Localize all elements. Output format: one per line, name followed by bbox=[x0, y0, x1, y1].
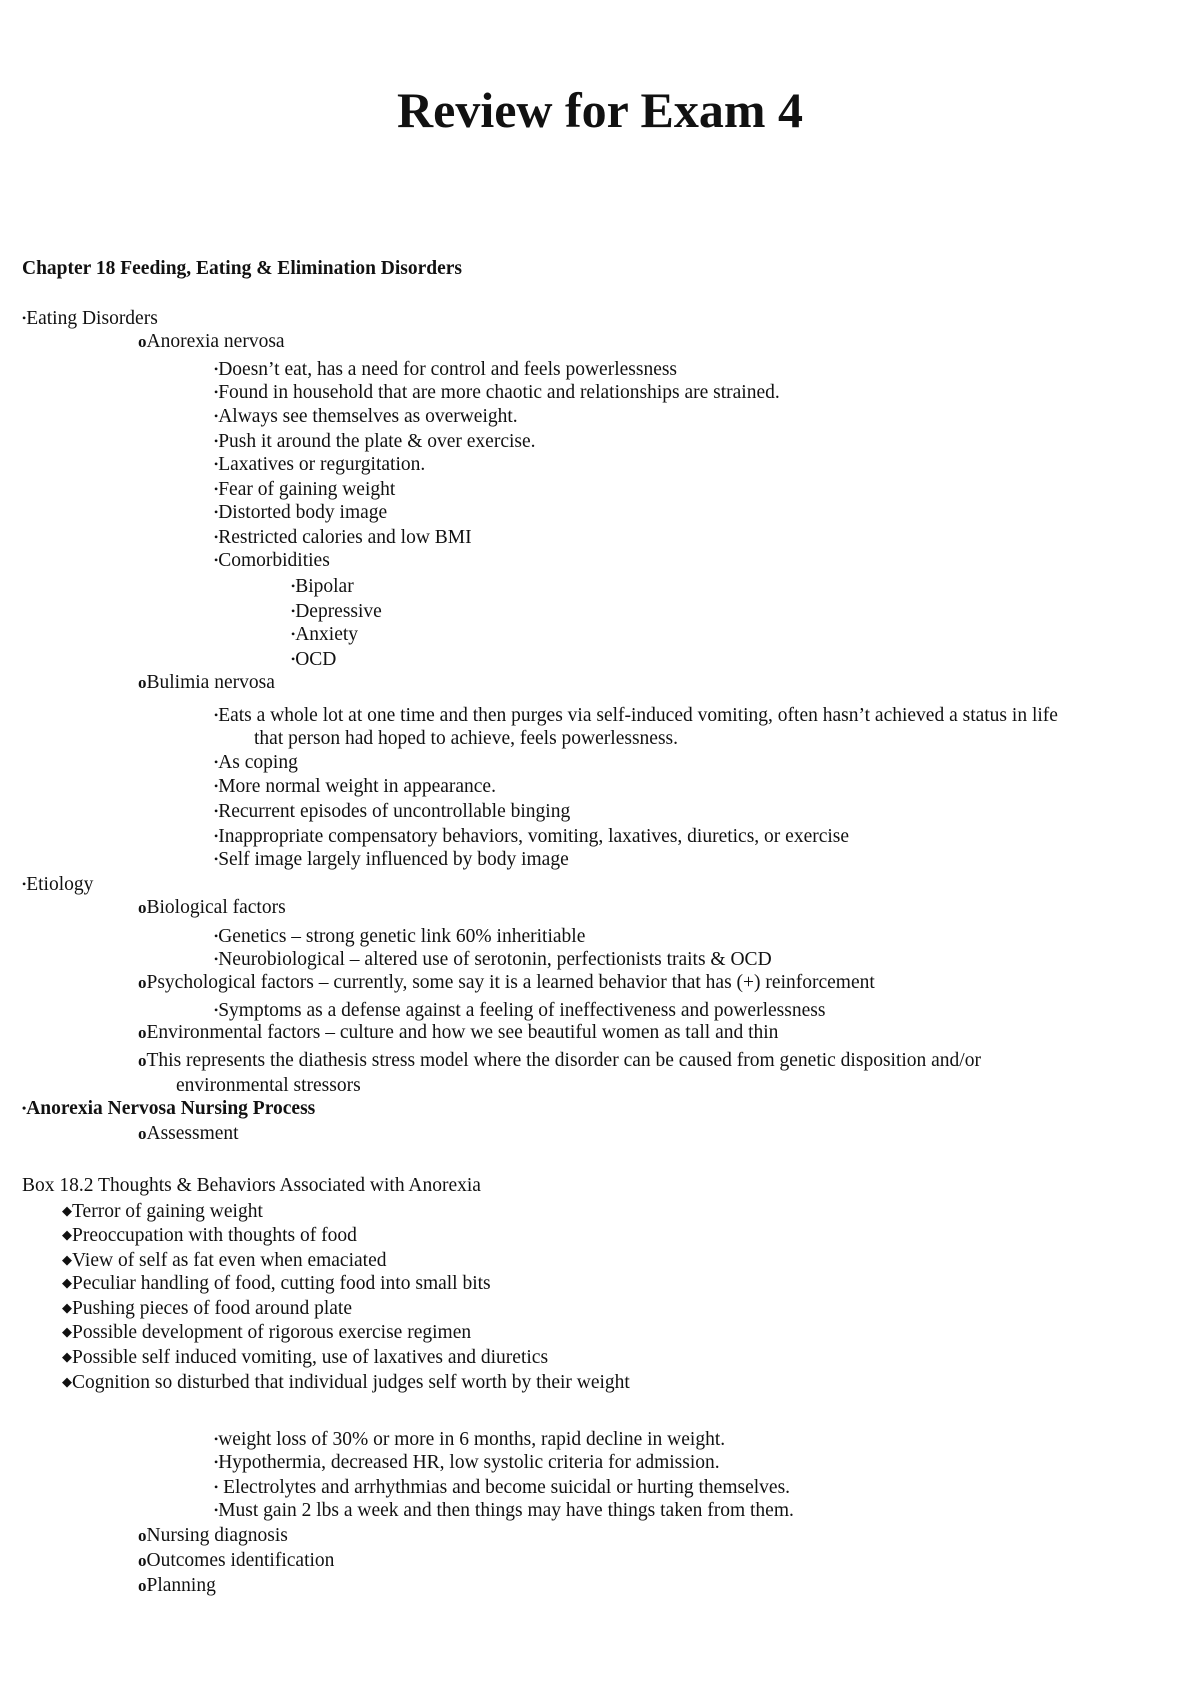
circle-bullet: o bbox=[138, 332, 147, 351]
list-item: •Inappropriate compensatory behaviors, vomiting, laxatives, diuretics, or exercise bbox=[214, 826, 850, 847]
list-item: ◆Possible self induced vomiting, use of laxatives and diuretics bbox=[62, 1347, 549, 1368]
list-item: •Hypothermia, decreased HR, low systolic criteria for admission. bbox=[214, 1452, 720, 1473]
list-item-nursing-diagnosis: oNursing diagnosis bbox=[138, 1525, 288, 1546]
list-item: •Recurrent episodes of uncontrollable binging bbox=[214, 801, 571, 822]
list-item: •Eats a whole lot at one time and then purges via self-induced vomiting, often hasn’t achieved a status in life bbox=[214, 705, 1058, 726]
list-item-eating-disorders: •Eating Disorders bbox=[22, 308, 158, 329]
diamond-bullet: ◆ bbox=[62, 1203, 72, 1218]
page-title: Review for Exam 4 bbox=[397, 82, 803, 138]
list-item: •Must gain 2 lbs a week and then things may have things taken from them. bbox=[214, 1500, 794, 1521]
list-item: •Fear of gaining weight bbox=[214, 479, 396, 500]
list-item: ◆Possible development of rigorous exercise regimen bbox=[62, 1322, 472, 1343]
list-item-bulimia: oBulimia nervosa bbox=[138, 672, 275, 693]
list-item: •Found in household that are more chaotic and relationships are strained. bbox=[214, 382, 780, 403]
list-item: ◆View of self as fat even when emaciated bbox=[62, 1250, 387, 1271]
list-item: •As coping bbox=[214, 752, 298, 773]
list-item-diathesis: oThis represents the diathesis stress model where the disorder can be caused from genetic disposition and/or bbox=[138, 1050, 981, 1071]
list-item-continuation: environmental stressors bbox=[176, 1075, 361, 1096]
list-item-anorexia: oAnorexia nervosa bbox=[138, 331, 285, 352]
list-item: ◆Cognition so disturbed that individual judges self worth by their weight bbox=[62, 1372, 630, 1393]
list-item-assessment: oAssessment bbox=[138, 1123, 239, 1144]
list-item: •Genetics – strong genetic link 60% inheritiable bbox=[214, 926, 586, 947]
list-item-psychological: oPsychological factors – currently, some say it is a learned behavior that has (+) reinforcement bbox=[138, 972, 875, 993]
list-item: •OCD bbox=[291, 649, 337, 670]
list-item: •Doesn’t eat, has a need for control and feels powerlessness bbox=[214, 359, 678, 380]
box-title: Box 18.2 Thoughts & Behaviors Associated with Anorexia bbox=[22, 1175, 481, 1196]
list-item-etiology: •Etiology bbox=[22, 874, 94, 895]
list-item: •weight loss of 30% or more in 6 months, rapid decline in weight. bbox=[214, 1429, 726, 1450]
list-item: •Anxiety bbox=[291, 624, 359, 645]
list-item: ◆Pushing pieces of food around plate bbox=[62, 1298, 352, 1319]
list-item-outcomes: oOutcomes identification bbox=[138, 1550, 335, 1571]
disc-bullet: • bbox=[22, 311, 27, 325]
list-item: •Self image largely influenced by body image bbox=[214, 849, 569, 870]
list-item: •More normal weight in appearance. bbox=[214, 776, 496, 797]
list-item-planning: oPlanning bbox=[138, 1575, 216, 1596]
list-item-biological: oBiological factors bbox=[138, 897, 286, 918]
list-item: •Symptoms as a defense against a feeling of ineffectiveness and powerlessness bbox=[214, 1000, 826, 1021]
list-item: ◆Preoccupation with thoughts of food bbox=[62, 1225, 357, 1246]
list-item: • Electrolytes and arrhythmias and become suicidal or hurting themselves. bbox=[214, 1477, 791, 1498]
list-item: ◆Peculiar handling of food, cutting food into small bits bbox=[62, 1273, 491, 1294]
list-item-environmental: oEnvironmental factors – culture and how we see beautiful women as tall and thin bbox=[138, 1022, 779, 1043]
list-item: •Neurobiological – altered use of serotonin, perfectionists traits & OCD bbox=[214, 949, 772, 970]
list-item: •Push it around the plate & over exercise. bbox=[214, 431, 536, 452]
list-item: •Comorbidities bbox=[214, 550, 330, 571]
chapter-heading: Chapter 18 Feeding, Eating & Elimination Disorders bbox=[22, 258, 463, 279]
list-item: •Always see themselves as overweight. bbox=[214, 406, 518, 427]
list-item-nursing-process: •Anorexia Nervosa Nursing Process bbox=[22, 1098, 316, 1119]
list-item: •Restricted calories and low BMI bbox=[214, 527, 472, 548]
list-item: ◆Terror of gaining weight bbox=[62, 1201, 263, 1222]
list-item: •Bipolar bbox=[291, 576, 354, 597]
list-item: •Depressive bbox=[291, 601, 382, 622]
list-item-continuation: that person had hoped to achieve, feels powerlessness. bbox=[254, 728, 678, 749]
list-item: •Laxatives or regurgitation. bbox=[214, 454, 426, 475]
list-item: •Distorted body image bbox=[214, 502, 388, 523]
